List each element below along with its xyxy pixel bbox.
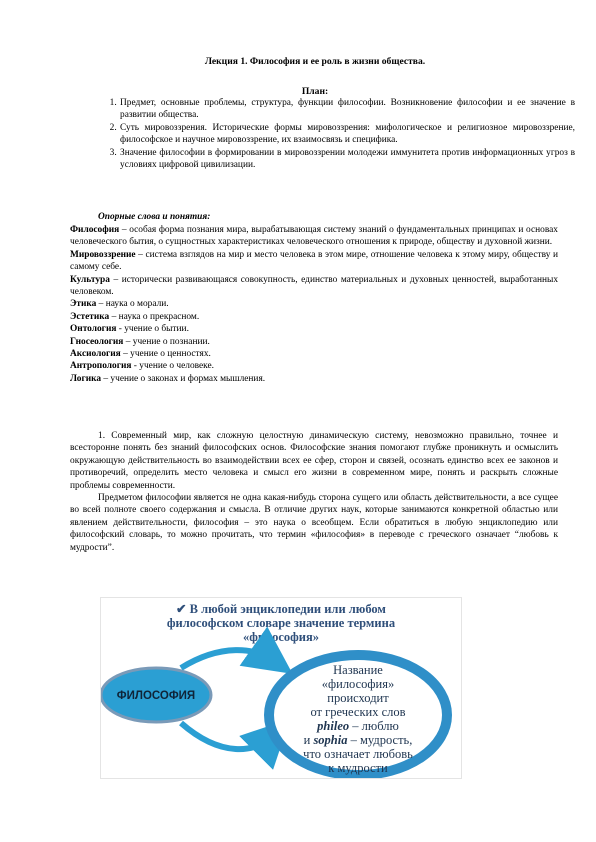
definition-term: Мировоззрение bbox=[70, 249, 136, 260]
definition-item bbox=[70, 311, 558, 323]
right-oval-line bbox=[304, 733, 413, 747]
definitions-list bbox=[70, 224, 558, 385]
definition-term: Эстетика bbox=[70, 311, 110, 322]
right-oval-line: к мудрости bbox=[328, 761, 388, 775]
definition-term: Этика bbox=[70, 299, 97, 310]
definition-item bbox=[70, 298, 558, 310]
diagram-header-line: философском словаре значение термина bbox=[166, 616, 396, 630]
body-paragraph: 1. Современный мир, как сложную целостную динамическую систему, невозможно правильно, точнее и всесторонне понять без знаний философских основ. Философские знания помогают глубже проникнуть и осмыслить окружающую действительность во взаимодействии всех ее сфер, сторон и связей, осознать единство всех ее законов и противоречий, определить место человека и смысл его жизни в современном мире, понять и раскрыть сложные проблемы современности. bbox=[70, 431, 558, 491]
definition-text: особая форма познания мира, вырабатывающая систему знаний о фундаментальных принципах и основах человеческого бытия, о сущностных характеристиках человеческого отношения к природе, обществу и духовной жизни. bbox=[70, 225, 558, 248]
definition-separator: – bbox=[109, 274, 122, 285]
definition-text: учение о законах и формах мышления. bbox=[110, 373, 266, 384]
right-oval-line-rest: – люблю bbox=[349, 719, 399, 733]
definition-text: наука о морали. bbox=[105, 299, 169, 310]
right-oval-line: от греческих слов bbox=[310, 705, 406, 719]
definition-term: Гносеология bbox=[70, 336, 124, 347]
left-oval-label: ФИЛОСОФИЯ bbox=[116, 690, 196, 702]
definition-term: Антропология bbox=[70, 361, 132, 372]
diagram-svg bbox=[101, 598, 461, 778]
definition-separator: – bbox=[120, 349, 131, 360]
definition-item bbox=[70, 336, 558, 348]
diagram-header-line: ✔ В любой энциклопедии или любом bbox=[176, 602, 386, 616]
right-oval-line-rest: – мудрость, bbox=[347, 733, 413, 747]
plan-item: 2. Суть мировоззрения. Исторические формы мировоззрения: мифологическое и религиозное мировоззрение, философское и научное мировоззрение, их взаимосвязь и специфика. bbox=[119, 122, 575, 147]
lecture-title: Лекция 1. Философия и ее роль в жизни общества. bbox=[204, 56, 426, 67]
definition-text: учение о познании. bbox=[132, 336, 210, 347]
definition-separator: – bbox=[109, 311, 119, 322]
plan-title: План: bbox=[301, 86, 329, 97]
plan-item: 3. Значение философии в формировании в мировоззрении молодежи иммунитета против информационных угроз в условиях цифровой цивилизации. bbox=[119, 147, 575, 172]
definition-separator: – bbox=[135, 249, 146, 260]
terms-heading: Опорные слова и понятия: bbox=[98, 212, 211, 222]
definition-text: учение о бытии. bbox=[124, 324, 189, 335]
definition-separator: – bbox=[96, 299, 106, 310]
definition-separator: – bbox=[123, 336, 133, 347]
right-oval-line: происходит bbox=[327, 691, 389, 705]
right-oval-line: что означает любовь bbox=[303, 747, 413, 761]
definition-separator: – bbox=[119, 225, 130, 235]
definition-item bbox=[70, 348, 558, 360]
definition-separator: – bbox=[101, 373, 111, 384]
definition-item bbox=[70, 360, 558, 372]
greek-word-phileo: phileo bbox=[317, 719, 350, 733]
right-oval-line-start: и bbox=[303, 733, 314, 747]
definition-item bbox=[70, 249, 558, 274]
lower-arrow bbox=[181, 723, 273, 749]
definition-item bbox=[70, 224, 558, 249]
definition-term: Онтология bbox=[70, 324, 117, 335]
definition-text: исторически развивающаяся совокупность, единство материальных и духовных ценностей, выработанных человеком. bbox=[70, 274, 559, 298]
definition-item bbox=[70, 323, 558, 335]
definition-text: учение о человеке. bbox=[139, 361, 214, 372]
definition-text: система взглядов на мир и место человека в этом мире, отношение человека к этому миру, обществу и самому себе. bbox=[70, 249, 558, 273]
body-paragraph: Предметом философии является не одна какая-нибудь сторона сущего или область действительности, а все сущее во всей полноте своего содержания и смысла. В отличие других наук, которые занимаются конкретной областью или явлением действительности, философия – это наука о всеобщем. Если обратиться в любую энциклопедию или философский словарь, то можно прочитать, что термин «философия» в переводе с греческого означает “любовь к мудрости”. bbox=[70, 493, 558, 553]
etymology-diagram bbox=[100, 597, 462, 779]
right-oval-line: «философия» bbox=[321, 677, 395, 691]
diagram-header-line: «философия» bbox=[242, 630, 320, 644]
body-text bbox=[70, 430, 558, 554]
plan-item: 1. Предмет, основные проблемы, структура, функции философии. Возникновение философии и ее значение в развитии общества. bbox=[119, 97, 575, 122]
right-oval-line bbox=[316, 719, 399, 733]
upper-arrow bbox=[181, 650, 273, 668]
definition-term: Культура bbox=[70, 274, 110, 285]
definition-term: Аксиология bbox=[70, 349, 121, 360]
definition-text: наука о прекрасном. bbox=[118, 311, 200, 322]
definition-item bbox=[70, 274, 558, 299]
right-oval-line: Название bbox=[333, 663, 383, 677]
greek-word-sophia: sophia bbox=[313, 733, 348, 747]
definition-term: Логика bbox=[70, 373, 102, 384]
definition-separator: - bbox=[131, 361, 140, 372]
definition-separator: - bbox=[116, 324, 125, 335]
definition-item bbox=[70, 373, 558, 385]
plan-list bbox=[102, 97, 575, 171]
definition-term: Философия bbox=[70, 225, 120, 235]
definition-text: учение о ценностях. bbox=[130, 349, 211, 360]
